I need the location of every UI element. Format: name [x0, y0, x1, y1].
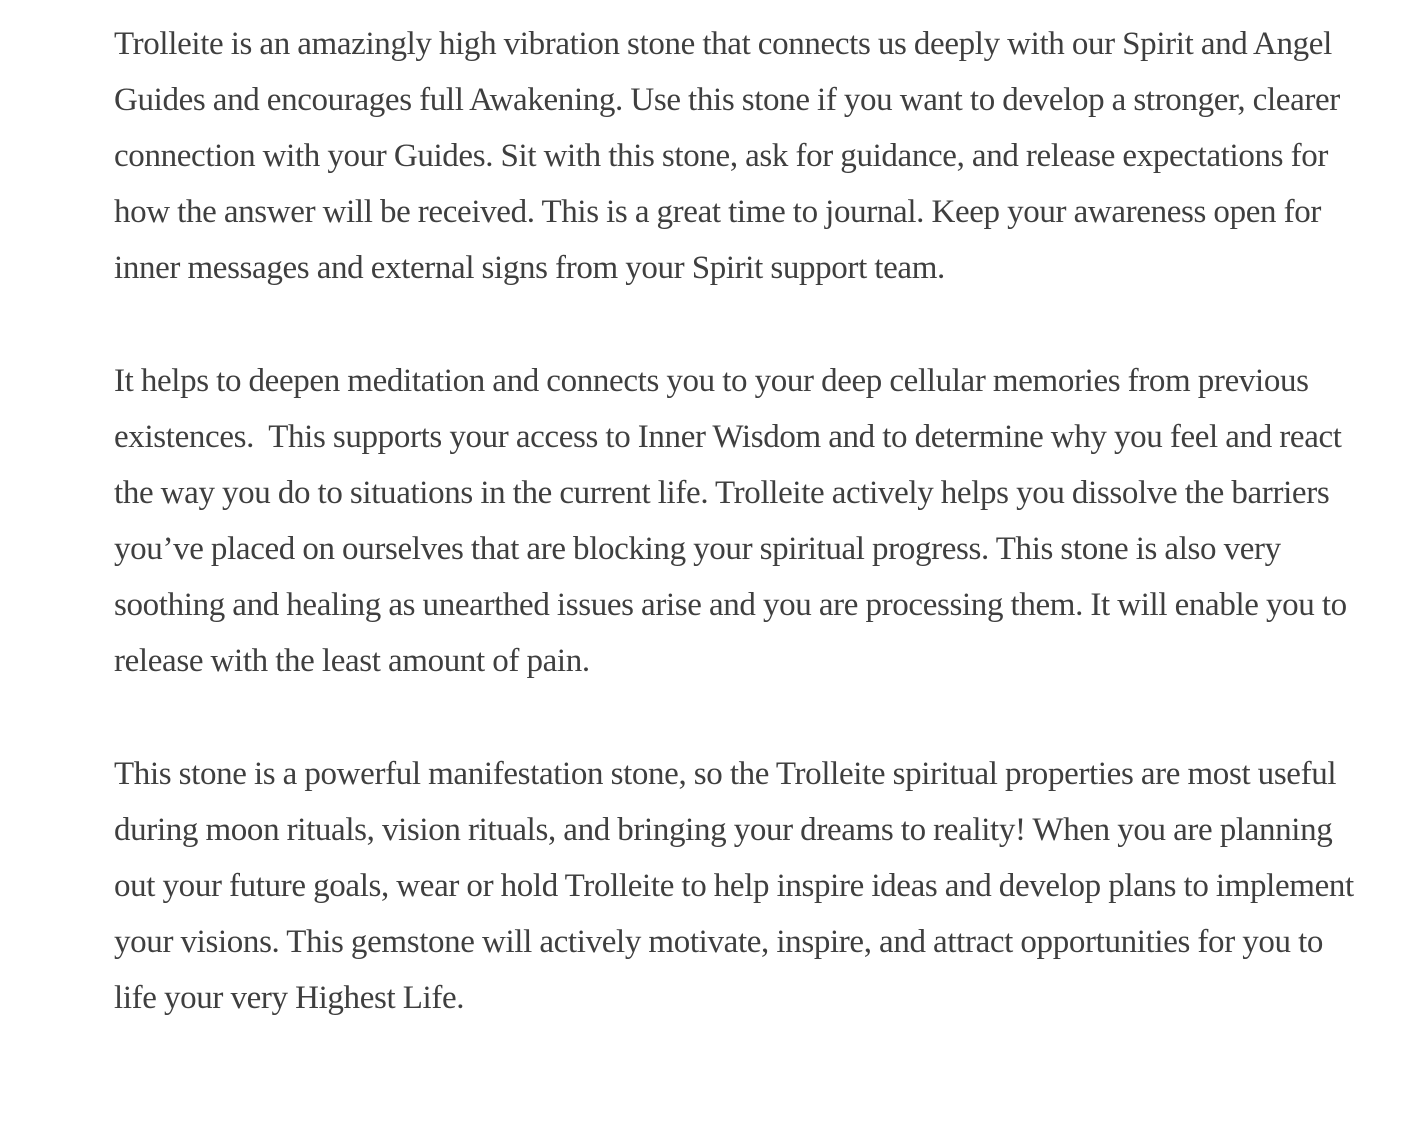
article-body [114, 16, 1364, 1026]
paragraph-spirit-guides: Trolleite is an amazingly high vibration stone that connects us deeply with our Spirit and Angel Guides and encourages full Awakening. Use this stone if you want to develop a stronger, clearer connection with your Guides. Sit with this stone, ask for guidance, and release expectations for how the answer will be received. This is a great time to journal. Keep your awareness open for inner messages and external signs from your Spirit support team. [114, 26, 1348, 286]
paragraph-manifestation: This stone is a powerful manifestation stone, so the Trolleite spiritual properties are most useful during moon rituals, vision rituals, and bringing your dreams to reality! When you are planning out your future goals, wear or hold Trolleite to help inspire ideas and develop plans to implement your visions. This gemstone will actively motivate, inspire, and attract opportunities for you to life your very Highest Life. [114, 756, 1362, 1016]
paragraph-meditation-memories: It helps to deepen meditation and connects you to your deep cellular memories from previous existences. This supports your access to Inner Wisdom and to determine why you feel and react the way you do to situations in the current life. Trolleite actively helps you dissolve the barriers you’ve placed on ourselves that are blocking your spiritual progress. This stone is also very soothing and healing as unearthed issues arise and you are processing them. It will enable you to release with the least amount of pain. [114, 363, 1355, 679]
